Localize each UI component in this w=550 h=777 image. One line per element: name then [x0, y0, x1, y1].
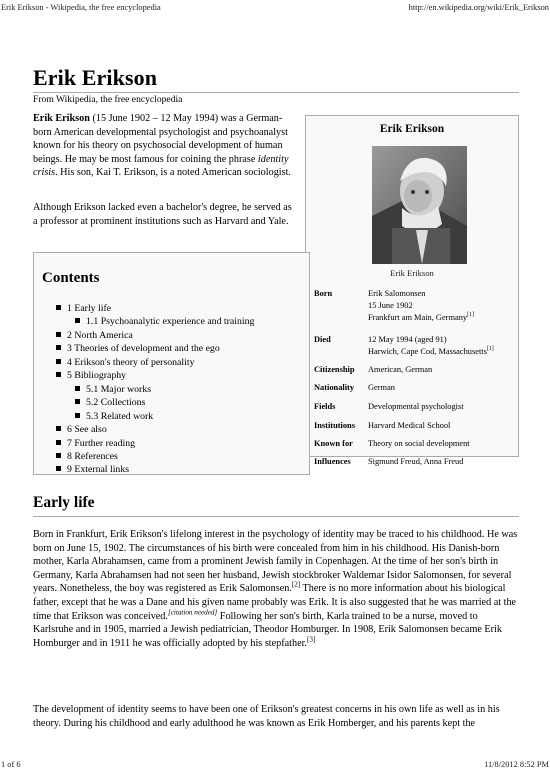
ref-link[interactable]: [1] [486, 346, 494, 353]
toc-list [56, 302, 254, 477]
print-footer [0, 760, 550, 774]
subject-name: Erik Erikson [33, 113, 90, 124]
bullet-icon [56, 466, 61, 471]
row-label: Died [314, 335, 331, 344]
row-label: Institutions [314, 421, 355, 430]
early-text-b: There is no more information about his biological father, except that he was a Dane and his given name probably was Erik. It is also suggested that he was married at the time that Erikson was conceived. [33, 583, 517, 622]
ref-link[interactable]: [2] [291, 580, 301, 589]
lead-text-1: (15 June 1902 – 12 May 1994) was a German-born American developmental psychologist and psychoanalyst known for his theory on psychosocial development of human beings. He may be most famous for coining the phrase [33, 113, 288, 165]
section-heading-early-life: Early life [33, 494, 95, 511]
row-value [368, 288, 518, 324]
row-value[interactable]: Theory on social development [368, 439, 470, 448]
bullet-icon [75, 413, 80, 418]
born-date: 15 June 1902 [368, 301, 413, 310]
infobox-caption: Erik Erikson [390, 268, 434, 278]
toc-item[interactable] [56, 342, 254, 355]
row-label: Known for [314, 439, 353, 448]
row-label: Nationality [314, 383, 355, 392]
row-value[interactable]: American, German [368, 365, 433, 374]
page-number: 1 of 6 [1, 760, 21, 769]
infobox-title: Erik Erikson [379, 123, 445, 135]
born-name: Erik Salomonsen [368, 289, 426, 298]
toc-item-label[interactable]: 8 References [67, 450, 118, 462]
bullet-icon [75, 386, 80, 391]
bullet-icon [56, 359, 61, 364]
identity-paragraph: The development of identity seems to have been one of Erikson's greatest concerns in his own life as well as in his theory. During his childhood and early adulthood he was known as Erik Homberger, and his parents kept the [33, 704, 500, 729]
early-text-a: Born in Frankfurt, Erik Erikson's lifelong interest in the psychology of identity may be traced to his childhood. He was born on June 15, 1902. The circumstances of his birth were concealed from him in his childhood. His Danish-born mother, Karla Abrahamsen, came from a prominent Jewish family in Copenhagen. At the time of her son's birth in Germany, Karla Abrahamsen had not seen her husband, Jewish stockbroker Waldemar Isidor Salomonsen, for several years. Nonetheless, the boy was registered as Erik Salomonsen. [33, 529, 518, 595]
toc-item[interactable] [56, 396, 254, 409]
toc-item[interactable] [56, 437, 254, 450]
row-value[interactable]: Harvard Medical School [368, 421, 451, 430]
toc-item-label[interactable]: 5.3 Related work [86, 410, 154, 422]
bullet-icon [56, 453, 61, 458]
row-value[interactable]: German [368, 383, 395, 392]
toc-item-label[interactable]: 7 Further reading [67, 437, 136, 449]
died-date: 12 May 1994 (aged 91) [368, 335, 447, 344]
toc-item[interactable] [56, 383, 254, 396]
toc-title: Contents [42, 270, 100, 286]
toc-item[interactable] [56, 410, 254, 423]
died-place-text[interactable]: Harwich, Cape Cod, Massachusetts [368, 347, 487, 356]
bullet-icon [56, 440, 61, 445]
toc-item-label[interactable]: 1 Early life [67, 303, 112, 314]
infobox [305, 115, 519, 466]
toc-item-label[interactable]: 5.1 Major works [86, 383, 152, 395]
bullet-icon [75, 318, 80, 323]
toc-item-label[interactable]: 3 Theories of development and the ego [67, 343, 220, 355]
print-header-title: Erik Erikson - Wikipedia, the free encyclopedia [1, 3, 161, 12]
row-value[interactable]: Sigmund Freud, Anna Freud [368, 457, 464, 466]
citation-needed-link[interactable]: [citation needed] [167, 608, 218, 617]
early-life-paragraph [33, 528, 519, 650]
born-place-text[interactable]: Frankfurt am Main, Germany [368, 313, 468, 322]
bullet-icon [56, 426, 61, 431]
site-tagline: From Wikipedia, the free encyclopedia [33, 94, 183, 105]
bullet-icon [56, 332, 61, 337]
toc-item-label[interactable]: 5.2 Collections [86, 397, 146, 409]
toc-item-label[interactable]: 5 Bibliography [67, 370, 127, 382]
bullet-icon [56, 305, 61, 310]
bullet-icon [75, 399, 80, 404]
ref-link[interactable]: [1] [467, 312, 474, 319]
portrait-image [372, 146, 467, 264]
portrait-photo [372, 146, 467, 264]
table-of-contents [33, 252, 310, 475]
toc-item[interactable] [56, 423, 254, 436]
toc-item[interactable] [56, 329, 254, 342]
toc-item-label[interactable]: 9 External links [67, 464, 130, 476]
lead-paragraph-2: Although Erikson lacked even a bachelor's degree, he served as a professor at prominent institutions such as Harvard and Yale. [33, 202, 292, 227]
section-divider [33, 516, 519, 517]
toc-item-label[interactable]: 2 North America [67, 329, 133, 341]
bullet-icon [56, 372, 61, 377]
toc-item-label[interactable]: 6 See also [67, 424, 107, 436]
row-label: Influences [314, 457, 351, 466]
toc-item[interactable] [56, 369, 254, 382]
toc-item[interactable] [56, 315, 254, 328]
ref-link[interactable]: [3] [306, 635, 316, 644]
early-text-c: Following her son's birth, Karla trained to be a nurse, moved to Karlsruhe and in 1905, married a Jewish pediatrician, Theodor Homburger. In 1908, Erik Salomonsen became Erik Homburger and in 1911 he was officially adopted by his stepfather. [33, 610, 502, 649]
row-value [368, 334, 518, 358]
lead-text-2: . His son, Kai T. Erikson, is a noted American sociologist. [55, 167, 291, 179]
toc-item[interactable] [56, 450, 254, 463]
row-label: Citizenship [314, 365, 355, 374]
print-timestamp: 11/8/2012 8:52 PM [484, 760, 549, 769]
identity-crisis-link[interactable]: identity crisis [33, 153, 289, 179]
print-header-url: http://en.wikipedia.org/wiki/Erik_Erikson [408, 3, 549, 12]
toc-item-label[interactable]: 1.1 Psychoanalytic experience and training [86, 316, 255, 328]
page-title: Erik Erikson [33, 65, 158, 90]
lead-paragraph-1 [33, 112, 295, 180]
title-divider [33, 92, 519, 93]
died-place [368, 346, 518, 358]
row-label: Fields [314, 402, 336, 411]
bullet-icon [56, 345, 61, 350]
row-label: Born [314, 289, 333, 298]
print-header [0, 3, 550, 17]
toc-item[interactable] [56, 356, 254, 369]
row-value[interactable]: Developmental psychologist [368, 402, 464, 411]
toc-item[interactable] [56, 463, 254, 476]
toc-item-label[interactable]: 4 Erikson's theory of personality [67, 356, 195, 368]
born-place [368, 312, 518, 324]
toc-item[interactable] [56, 302, 254, 315]
